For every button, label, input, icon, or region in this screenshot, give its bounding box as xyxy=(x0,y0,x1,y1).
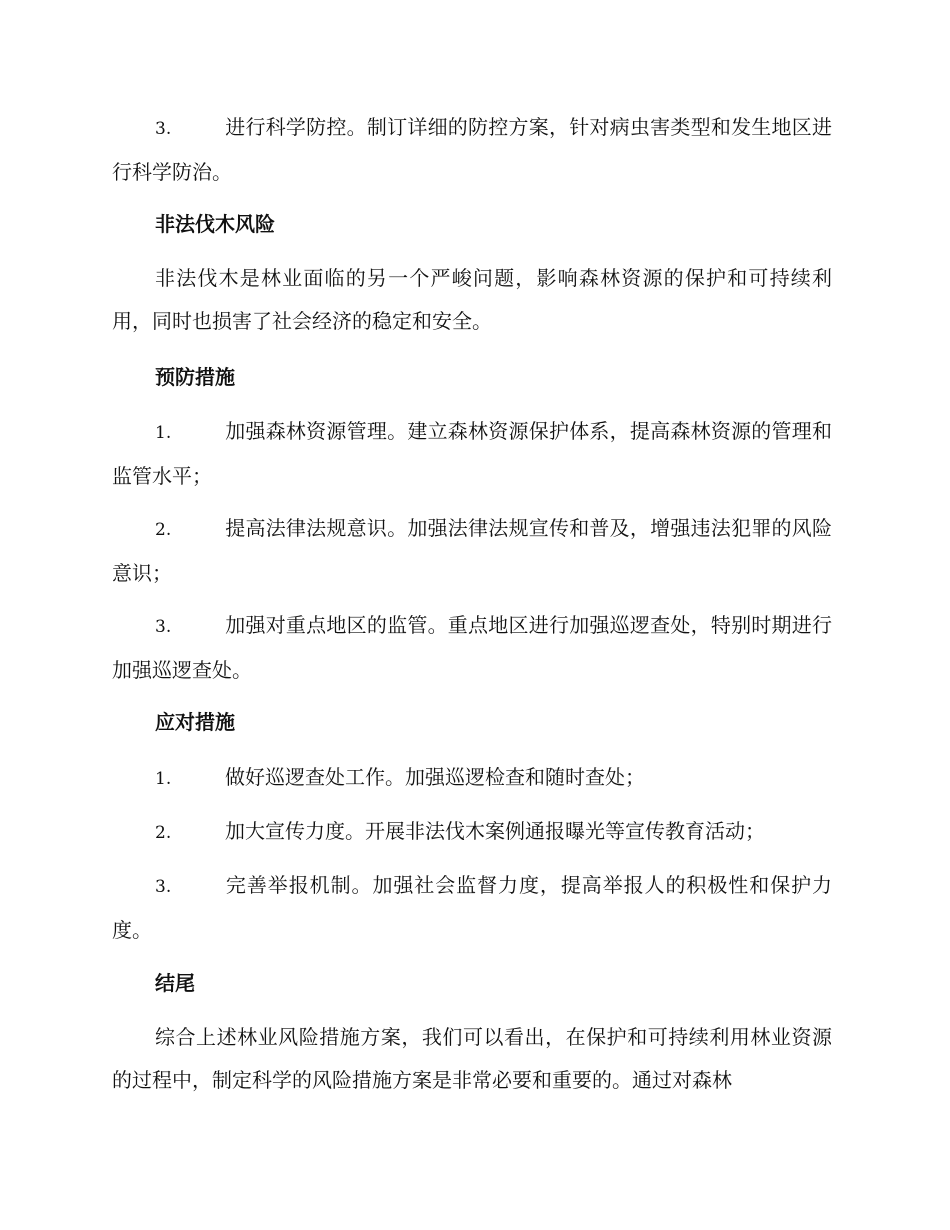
list-number: 1. xyxy=(155,769,172,789)
list-text: 完善举报机制。加强社会监督力度，提高举报人的积极性和保护力度。 xyxy=(112,873,832,942)
list-number: 3. xyxy=(155,877,172,897)
section-heading-response: 应对措施 xyxy=(155,710,235,734)
list-text: 加大宣传力度。开展非法伐木案例通报曝光等宣传教育活动； xyxy=(225,819,765,843)
list-item xyxy=(112,604,832,692)
list-item xyxy=(112,410,832,498)
list-text: 提高法律法规意识。加强法律法规宣传和普及，增强违法犯罪的风险意识； xyxy=(112,516,832,585)
list-text: 加强对重点地区的监管。重点地区进行加强巡逻查处，特别时期进行加强巡逻查处。 xyxy=(112,613,832,682)
list-text: 进行科学防控。制订详细的防控方案，针对病虫害类型和发生地区进行科学防治。 xyxy=(112,115,832,184)
section-heading-prevention: 预防措施 xyxy=(155,365,235,389)
list-number: 2. xyxy=(155,823,172,843)
list-number: 3. xyxy=(155,119,172,139)
paragraph-illegal-logging-intro: 非法伐木是林业面临的另一个严峻问题，影响森林资源的保护和可持续利用，同时也损害了社会经济的稳定和安全。 xyxy=(112,266,832,333)
list-number: 3. xyxy=(155,617,172,637)
list-item xyxy=(112,864,832,952)
list-item xyxy=(112,507,832,595)
list-number: 2. xyxy=(155,520,172,540)
paragraph-conclusion: 综合上述林业风险措施方案，我们可以看出，在保护和可持续利用林业资源的过程中，制定科学的风险措施方案是非常必要和重要的。通过对森林 xyxy=(112,1025,832,1092)
list-text: 做好巡逻查处工作。加强巡逻检查和随时查处； xyxy=(225,765,645,789)
list-number: 1. xyxy=(155,423,172,443)
list-text: 加强森林资源管理。建立森林资源保护体系，提高森林资源的管理和监管水平； xyxy=(112,419,832,488)
list-item xyxy=(112,106,832,194)
list-item xyxy=(112,810,832,855)
list-item xyxy=(112,756,832,801)
section-heading-ending: 结尾 xyxy=(155,971,195,995)
section-heading-illegal-logging: 非法伐木风险 xyxy=(155,212,275,236)
